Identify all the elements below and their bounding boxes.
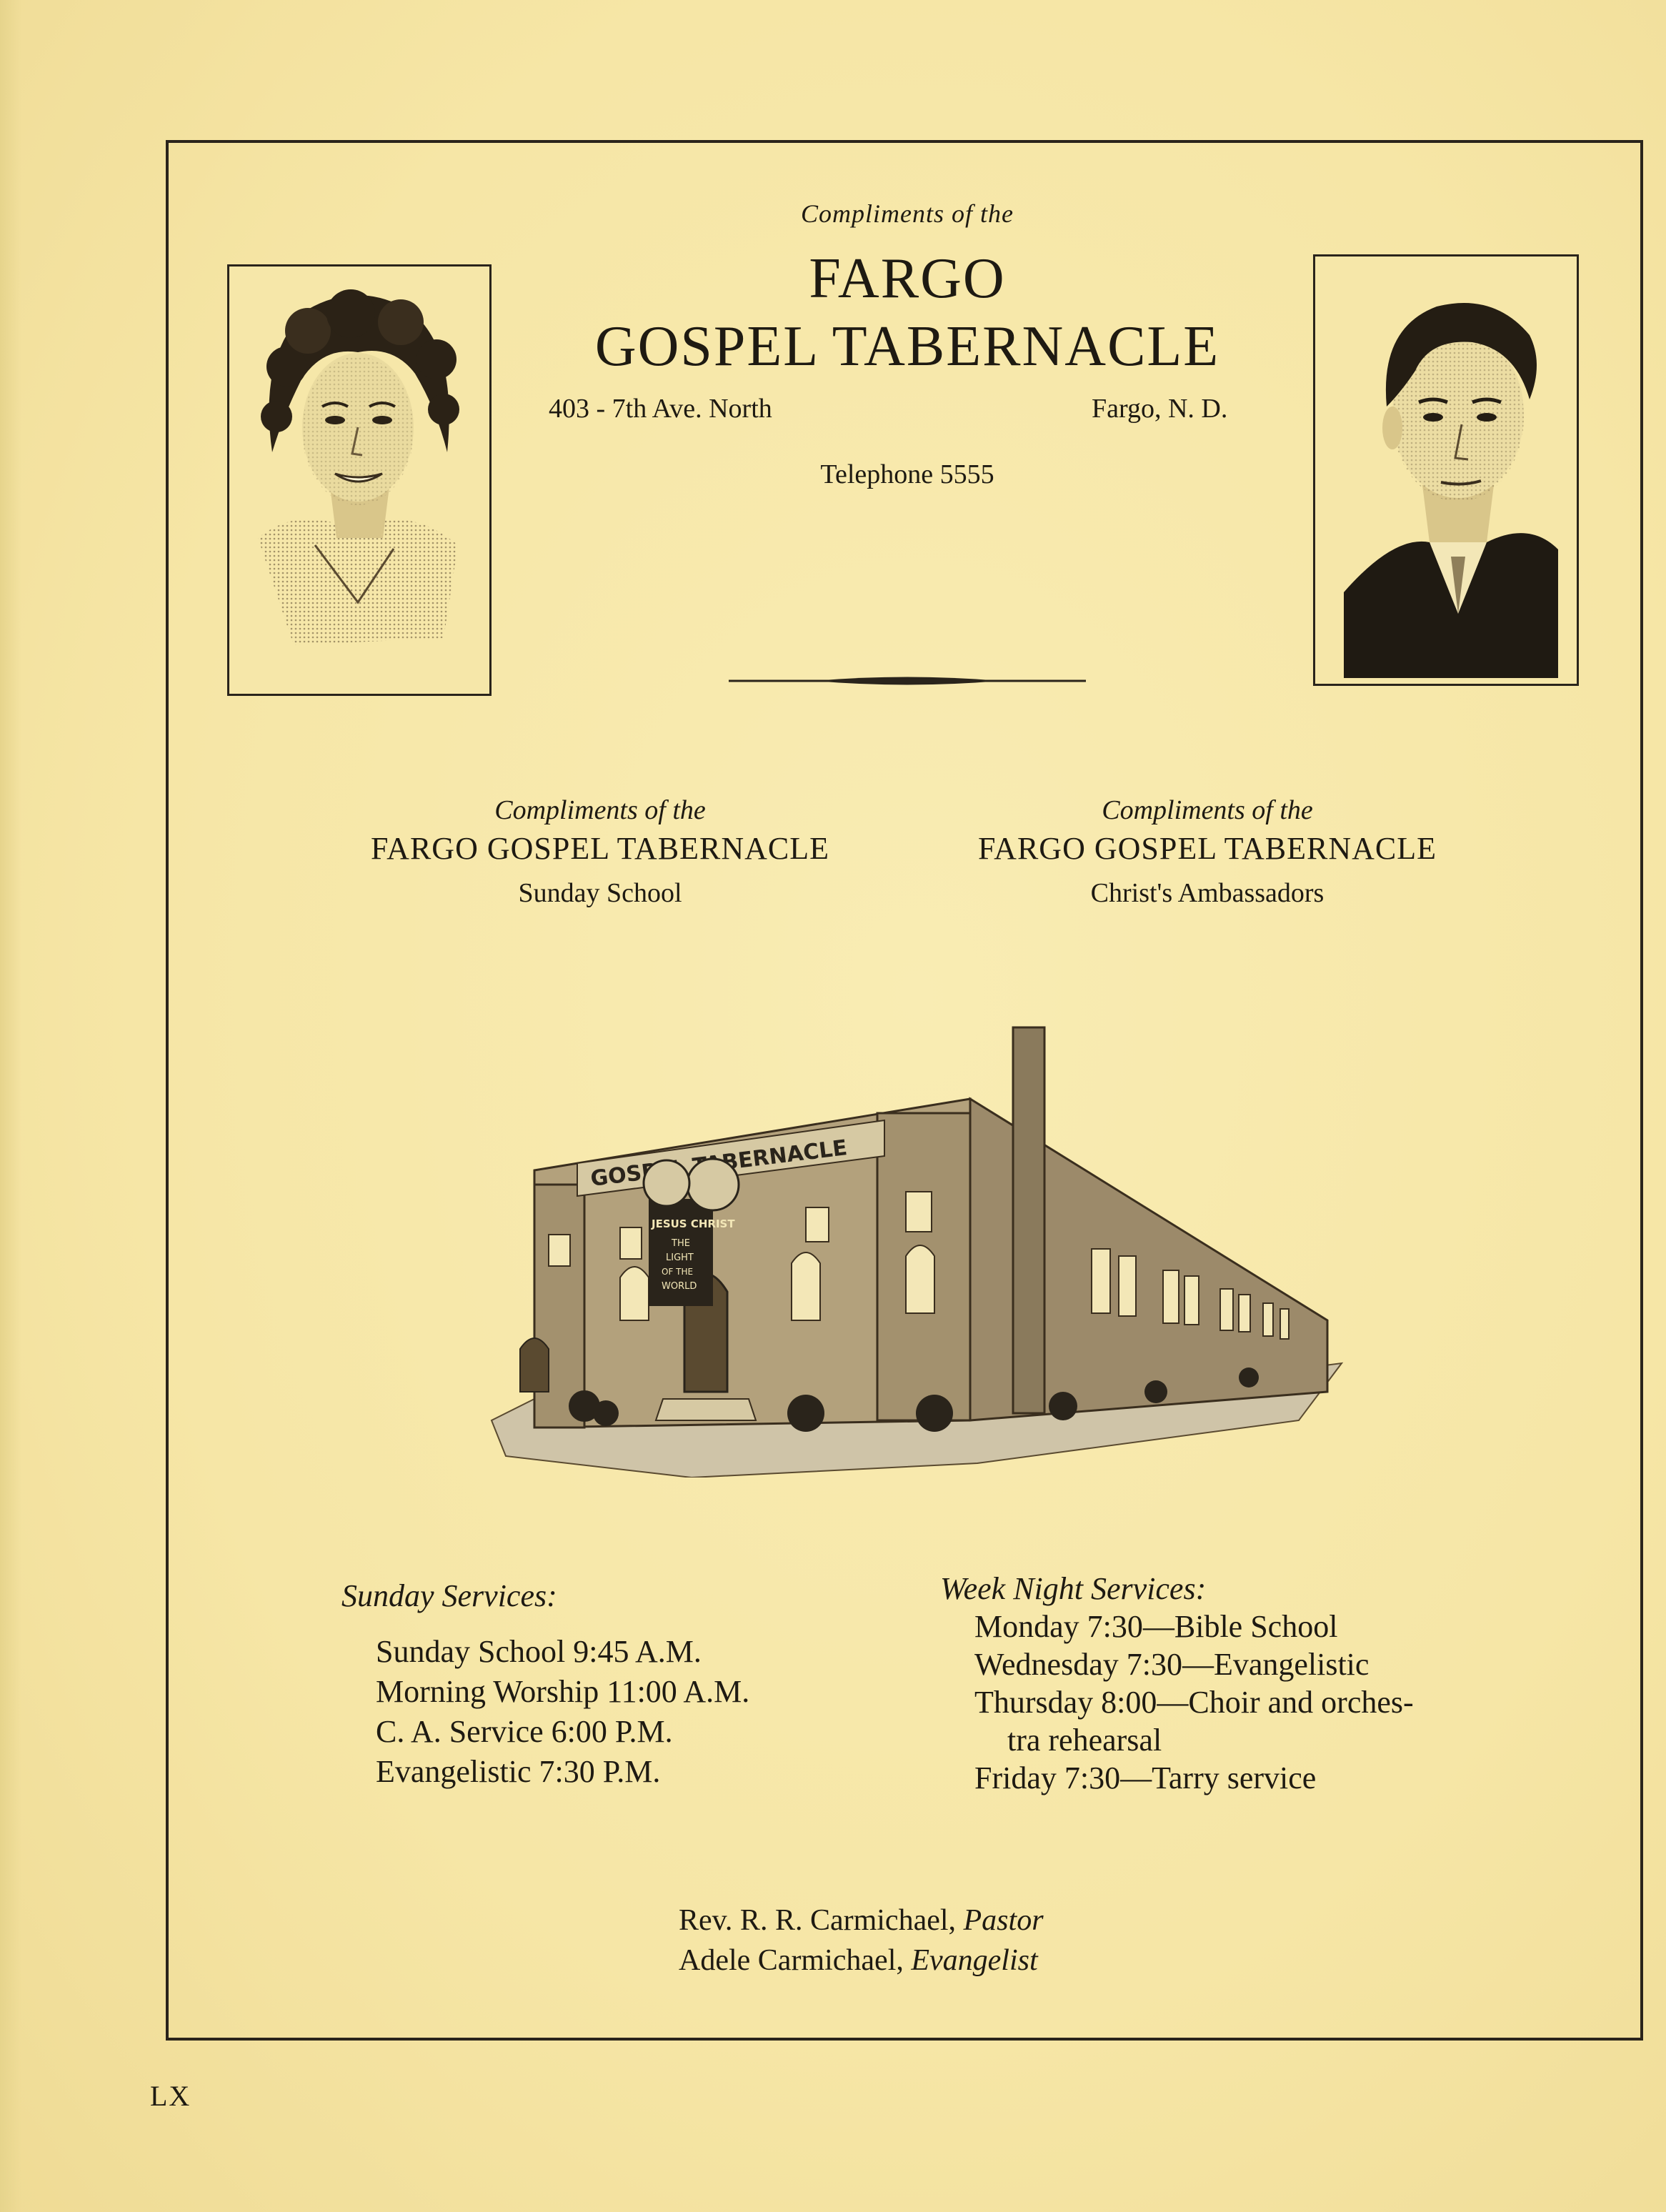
page-edge-shadow	[0, 0, 21, 2212]
street-address: 403 - 7th Ave. North	[549, 394, 772, 424]
list-item: Monday 7:30—Bible School	[974, 1609, 1338, 1644]
staff-block	[679, 1900, 1044, 1981]
week-night-services-list	[974, 1608, 1414, 1797]
page-number: LX	[150, 2080, 191, 2112]
compliments-heading: Compliments of the	[801, 199, 1014, 228]
ambassadors-label: Christ's Ambassadors	[1090, 878, 1325, 908]
list-item: Morning Worship 11:00 A.M.	[376, 1674, 750, 1709]
portrait-man	[1313, 254, 1579, 686]
list-item: tra rehearsal	[1007, 1723, 1162, 1758]
woman-portrait-image	[229, 266, 489, 694]
sunday-services-list	[376, 1632, 749, 1792]
building-sign-text: GOSPEL TABERNACLE	[589, 1135, 849, 1192]
pastor-line	[679, 1900, 1044, 1941]
list-item: Thursday 8:00—Choir and orches-	[974, 1685, 1414, 1720]
ambassadors-compliments: Compliments of the	[1102, 795, 1313, 825]
list-item: Friday 7:30—Tarry service	[974, 1760, 1317, 1795]
pastor-role: Pastor	[963, 1904, 1044, 1937]
man-portrait-image	[1315, 256, 1577, 684]
ornamental-divider	[729, 672, 1086, 690]
org-name-line-1: FARGO	[809, 247, 1006, 310]
week-night-services-heading: Week Night Services:	[940, 1571, 1207, 1606]
evangelist-name: Adele Carmichael,	[679, 1944, 904, 1977]
banner-line-4: OF THE	[662, 1267, 694, 1277]
banner-line-2: THE	[672, 1238, 690, 1249]
sunday-school-label: Sunday School	[518, 878, 682, 908]
org-name-line-2: GOSPEL TABERNACLE	[594, 315, 1220, 378]
telephone-number: Telephone 5555	[820, 459, 994, 489]
list-item: Wednesday 7:30—Evangelistic	[974, 1647, 1370, 1682]
city-state: Fargo, N. D.	[1092, 394, 1228, 424]
list-item: Evangelistic 7:30 P.M.	[376, 1754, 661, 1789]
portrait-woman	[227, 264, 492, 696]
evangelist-line	[679, 1941, 1044, 1981]
ambassadors-org: FARGO GOSPEL TABERNACLE	[977, 831, 1437, 866]
banner-line-5: WORLD	[662, 1281, 697, 1292]
banner-line-3: LIGHT	[666, 1252, 694, 1263]
list-item: Sunday School 9:45 A.M.	[376, 1634, 702, 1669]
pastor-name: Rev. R. R. Carmichael,	[679, 1904, 957, 1937]
tabernacle-building-illustration	[477, 1020, 1349, 1478]
banner-line-1: JESUS CHRIST	[652, 1217, 735, 1230]
sunday-school-compliments: Compliments of the	[494, 795, 706, 825]
list-item: C. A. Service 6:00 P.M.	[376, 1714, 673, 1749]
sunday-services-heading: Sunday Services:	[341, 1578, 557, 1613]
sunday-school-org: FARGO GOSPEL TABERNACLE	[370, 831, 830, 866]
evangelist-role: Evangelist	[911, 1944, 1038, 1977]
